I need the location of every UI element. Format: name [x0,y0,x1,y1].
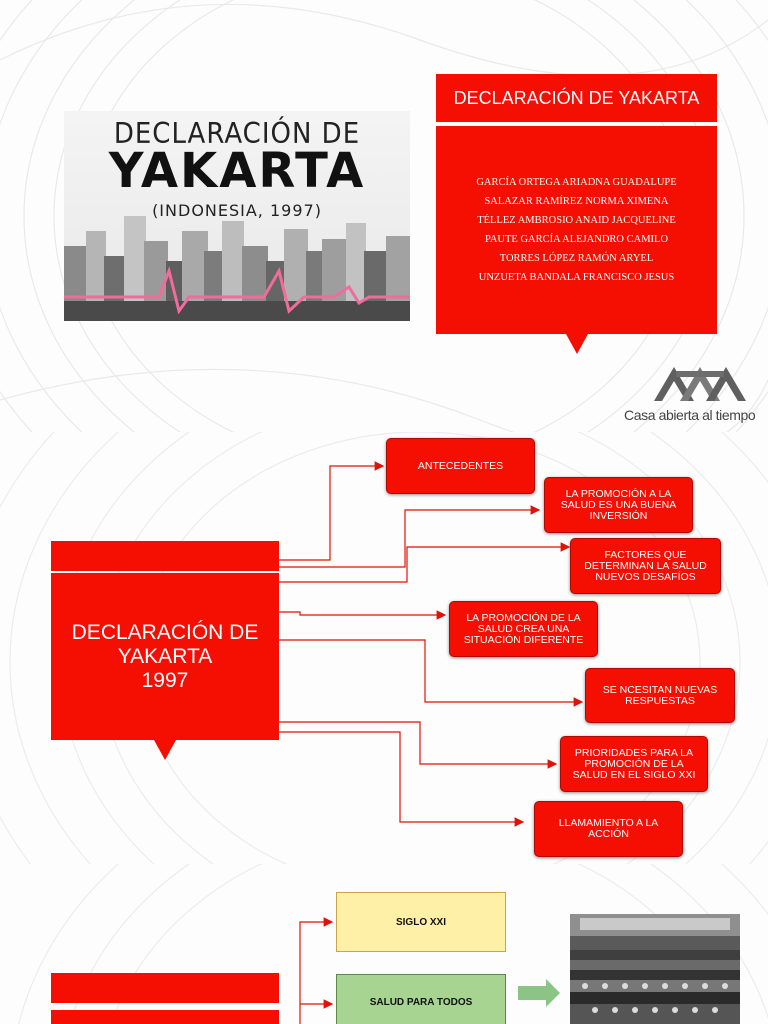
author-name: SALAZAR RAMÍREZ NORMA XIMENA [484,196,669,207]
connector-situacion [279,612,445,615]
node-factores-desafios: FACTORES QUE DETERMINAN LA SALUD NUEVOS DESAFÍOS [570,538,721,594]
authors-box [436,126,717,334]
connector-prioridades [279,722,556,764]
author-name: PAUTE GARCÍA ALEJANDRO CAMILO [484,234,669,245]
node-prioridades-siglo-xxi: PRIORIDADES PARA LA PROMOCIÓN DE LA SALUD EN EL SIGLO XXI [560,736,708,792]
author-name: UNZUETA BANDALA FRANCISCO JESUS [478,272,675,283]
logo-tagline: Casa abierta al tiempo [624,407,756,423]
node-llamamiento-accion: LLAMAMIENTO A LA ACCIÓN [534,801,683,857]
author-name: TÉLLEZ AMBROSIO ANAID JACQUELINE [477,215,676,226]
node-nuevas-respuestas: SE NCESITAN NUEVAS RESPUESTAS [585,668,735,723]
assembly-hall-photo [570,914,740,1024]
author-name: TORRES LÓPEZ RAMÓN ARYEL [499,253,654,264]
connector-antecedentes [279,466,383,560]
node-antecedentes: ANTECEDENTES [386,438,535,494]
author-name: GARCÍA ORTEGA ARIADNA GUADALUPE [476,177,677,188]
slide-siglo-xxi [0,864,768,1024]
title-band [51,973,279,1003]
node-promocion-inversion: LA PROMOCIÓN A LA SALUD ES UNA BUENA INVERSIÓN [544,477,693,533]
cover-subtitle: (INDONESIA, 1997) [152,201,322,220]
node-situacion-diferente: LA PROMOCIÓN DE LA SALUD CREA UNA SITUACIÓN DIFERENTE [449,601,598,657]
connector-inversion [279,510,539,567]
slide-cover [0,0,768,432]
box-salud-para-todos: SALUD PARA TODOS [336,974,506,1024]
presentation-title: DECLARACIÓN DE YAKARTA [436,74,717,122]
connector-llamamiento [279,732,523,822]
concept-map-title: DECLARACIÓN DE YAKARTA 1997 [51,573,279,740]
callout-pointer [154,740,176,760]
callout-pointer [566,334,588,354]
connector-factores [279,547,569,582]
arrow-right-icon [518,979,560,1007]
title-band [51,541,279,571]
slide-concept-map [0,432,768,864]
cover-title-line2: YAKARTA [108,143,366,199]
cover-image [64,111,410,321]
title-box [51,1010,279,1024]
uam-logo-icon [654,363,748,403]
box-siglo-xxi: SIGLO XXI [336,892,506,952]
cover-title-line1: DECLARACIÓN DE [113,117,361,151]
assembly-photo-illustration [570,914,740,1024]
